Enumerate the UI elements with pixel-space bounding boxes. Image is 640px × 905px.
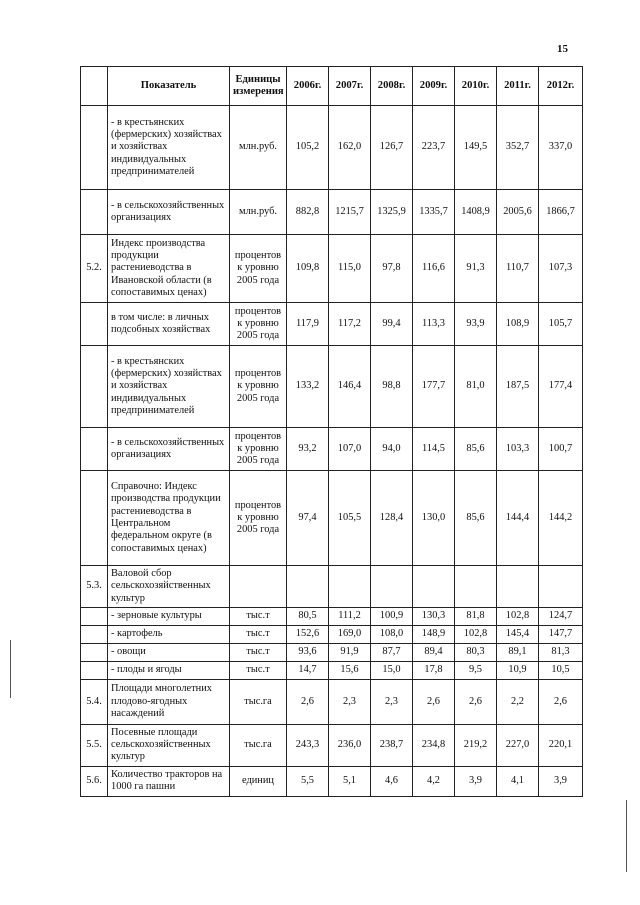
value-cell: 97,8: [371, 235, 413, 303]
indicator-cell: Справочно: Индекс производства продукции растениеводства в Центральном федеральном округе (в сопоставимых ценах): [108, 471, 230, 566]
unit-cell: тыс.т: [230, 625, 287, 643]
value-cell: [497, 566, 539, 608]
value-cell: 107,3: [539, 235, 583, 303]
value-cell: 103,3: [497, 428, 539, 471]
value-cell: 15,6: [329, 661, 371, 679]
value-cell: 14,7: [287, 661, 329, 679]
indicator-cell: - в крестьянских (фермерских) хозяйствах и хозяйствах индивидуальных предпринимателей: [108, 106, 230, 190]
value-cell: 1325,9: [371, 190, 413, 235]
value-cell: 98,8: [371, 346, 413, 428]
indicator-cell: в том числе: в личных подсобных хозяйствах: [108, 303, 230, 346]
table-row: [81, 724, 583, 766]
value-cell: 147,7: [539, 625, 583, 643]
value-cell: 111,2: [329, 607, 371, 625]
header-indicator: Показатель: [108, 67, 230, 106]
table-row: [81, 566, 583, 608]
table-row: [81, 661, 583, 679]
value-cell: 108,0: [371, 625, 413, 643]
value-cell: 219,2: [455, 724, 497, 766]
value-cell: 93,2: [287, 428, 329, 471]
value-cell: 223,7: [413, 106, 455, 190]
row-number: [81, 661, 108, 679]
table-row: [81, 428, 583, 471]
value-cell: 97,4: [287, 471, 329, 566]
table-row: [81, 303, 583, 346]
value-cell: 91,9: [329, 643, 371, 661]
value-cell: 2,3: [371, 679, 413, 724]
indicator-cell: Посевные площади сельскохозяйственных культур: [108, 724, 230, 766]
value-cell: 100,9: [371, 607, 413, 625]
unit-cell: тыс.т: [230, 643, 287, 661]
value-cell: 1408,9: [455, 190, 497, 235]
value-cell: 220,1: [539, 724, 583, 766]
value-cell: 2,6: [539, 679, 583, 724]
unit-cell: процентов к уровню 2005 года: [230, 346, 287, 428]
value-cell: 85,6: [455, 428, 497, 471]
row-number: 5.4.: [81, 679, 108, 724]
header-year: 2007г.: [329, 67, 371, 106]
value-cell: 187,5: [497, 346, 539, 428]
value-cell: 116,6: [413, 235, 455, 303]
value-cell: 124,7: [539, 607, 583, 625]
unit-cell: процентов к уровню 2005 года: [230, 471, 287, 566]
value-cell: [413, 566, 455, 608]
value-cell: 130,0: [413, 471, 455, 566]
indicator-cell: Валовой сбор сельскохозяйственных культур: [108, 566, 230, 608]
table-row: [81, 643, 583, 661]
indicator-cell: Площади многолетних плодово-ягодных насаждений: [108, 679, 230, 724]
value-cell: 238,7: [371, 724, 413, 766]
value-cell: 113,3: [413, 303, 455, 346]
value-cell: 81,8: [455, 607, 497, 625]
value-cell: 152,6: [287, 625, 329, 643]
value-cell: [455, 566, 497, 608]
table-row: [81, 471, 583, 566]
value-cell: 2,6: [413, 679, 455, 724]
table-row: [81, 625, 583, 643]
value-cell: 169,0: [329, 625, 371, 643]
value-cell: 177,4: [539, 346, 583, 428]
row-number: [81, 643, 108, 661]
value-cell: 115,0: [329, 235, 371, 303]
unit-cell: тыс.т: [230, 607, 287, 625]
value-cell: 80,3: [455, 643, 497, 661]
row-number: [81, 607, 108, 625]
row-number: [81, 303, 108, 346]
table-row: [81, 766, 583, 796]
indicator-cell: Количество тракторов на 1000 га пашни: [108, 766, 230, 796]
value-cell: 1866,7: [539, 190, 583, 235]
value-cell: 105,7: [539, 303, 583, 346]
value-cell: 4,6: [371, 766, 413, 796]
indicator-cell: Индекс производства продукции растениеводства в Ивановской области (в сопоставимых ценах): [108, 235, 230, 303]
value-cell: 149,5: [455, 106, 497, 190]
value-cell: 117,9: [287, 303, 329, 346]
value-cell: 99,4: [371, 303, 413, 346]
value-cell: 94,0: [371, 428, 413, 471]
value-cell: 15,0: [371, 661, 413, 679]
indicator-cell: - овощи: [108, 643, 230, 661]
header-year: 2009г.: [413, 67, 455, 106]
value-cell: 105,5: [329, 471, 371, 566]
value-cell: 102,8: [497, 607, 539, 625]
value-cell: 5,5: [287, 766, 329, 796]
value-cell: 108,9: [497, 303, 539, 346]
value-cell: 3,9: [455, 766, 497, 796]
value-cell: 102,8: [455, 625, 497, 643]
indicator-cell: - картофель: [108, 625, 230, 643]
value-cell: 146,4: [329, 346, 371, 428]
value-cell: 126,7: [371, 106, 413, 190]
value-cell: 114,5: [413, 428, 455, 471]
value-cell: 144,4: [497, 471, 539, 566]
row-number: 5.3.: [81, 566, 108, 608]
row-number: [81, 346, 108, 428]
indicator-cell: - в сельскохозяйственных организациях: [108, 428, 230, 471]
value-cell: 1215,7: [329, 190, 371, 235]
unit-cell: млн.руб.: [230, 106, 287, 190]
value-cell: [287, 566, 329, 608]
table-row: [81, 235, 583, 303]
value-cell: 89,1: [497, 643, 539, 661]
table-row: [81, 346, 583, 428]
value-cell: 2,3: [329, 679, 371, 724]
table-header-row: [81, 67, 583, 106]
value-cell: 109,8: [287, 235, 329, 303]
value-cell: 85,6: [455, 471, 497, 566]
value-cell: 162,0: [329, 106, 371, 190]
value-cell: 148,9: [413, 625, 455, 643]
value-cell: 93,9: [455, 303, 497, 346]
value-cell: 93,6: [287, 643, 329, 661]
value-cell: 17,8: [413, 661, 455, 679]
value-cell: 3,9: [539, 766, 583, 796]
indicator-cell: - в сельскохозяйственных организациях: [108, 190, 230, 235]
indicator-cell: - в крестьянских (фермерских) хозяйствах и хозяйствах индивидуальных предпринимателей: [108, 346, 230, 428]
row-number: [81, 428, 108, 471]
value-cell: 89,4: [413, 643, 455, 661]
table-row: [81, 106, 583, 190]
unit-cell: единиц: [230, 766, 287, 796]
value-cell: 2,2: [497, 679, 539, 724]
header-year: 2006г.: [287, 67, 329, 106]
value-cell: 227,0: [497, 724, 539, 766]
value-cell: 87,7: [371, 643, 413, 661]
value-cell: 2005,6: [497, 190, 539, 235]
indicator-cell: - плоды и ягоды: [108, 661, 230, 679]
statistics-table: [80, 66, 583, 797]
value-cell: 130,3: [413, 607, 455, 625]
header-year: 2012г.: [539, 67, 583, 106]
row-number: 5.5.: [81, 724, 108, 766]
header-unit: Единицы измерения: [230, 67, 287, 106]
value-cell: 4,1: [497, 766, 539, 796]
unit-cell: процентов к уровню 2005 года: [230, 235, 287, 303]
value-cell: 2,6: [287, 679, 329, 724]
value-cell: 234,8: [413, 724, 455, 766]
value-cell: [371, 566, 413, 608]
header-number: [81, 67, 108, 106]
header-year: 2010г.: [455, 67, 497, 106]
value-cell: 91,3: [455, 235, 497, 303]
value-cell: [539, 566, 583, 608]
value-cell: 105,2: [287, 106, 329, 190]
row-number: 5.6.: [81, 766, 108, 796]
row-number: 5.2.: [81, 235, 108, 303]
value-cell: 128,4: [371, 471, 413, 566]
value-cell: 177,7: [413, 346, 455, 428]
table-row: [81, 607, 583, 625]
unit-cell: тыс.т: [230, 661, 287, 679]
value-cell: 110,7: [497, 235, 539, 303]
value-cell: 352,7: [497, 106, 539, 190]
value-cell: 100,7: [539, 428, 583, 471]
header-year: 2011г.: [497, 67, 539, 106]
value-cell: 337,0: [539, 106, 583, 190]
scan-mark: [626, 800, 627, 872]
value-cell: 243,3: [287, 724, 329, 766]
header-year: 2008г.: [371, 67, 413, 106]
page-number: 15: [557, 43, 568, 55]
value-cell: 107,0: [329, 428, 371, 471]
row-number: [81, 625, 108, 643]
row-number: [81, 190, 108, 235]
row-number: [81, 471, 108, 566]
unit-cell: процентов к уровню 2005 года: [230, 428, 287, 471]
value-cell: 882,8: [287, 190, 329, 235]
unit-cell: тыс.га: [230, 724, 287, 766]
unit-cell: млн.руб.: [230, 190, 287, 235]
table-row: [81, 679, 583, 724]
indicator-cell: - зерновые культуры: [108, 607, 230, 625]
value-cell: 236,0: [329, 724, 371, 766]
value-cell: 133,2: [287, 346, 329, 428]
table-row: [81, 190, 583, 235]
value-cell: 10,9: [497, 661, 539, 679]
value-cell: 144,2: [539, 471, 583, 566]
value-cell: 4,2: [413, 766, 455, 796]
value-cell: 9,5: [455, 661, 497, 679]
value-cell: 117,2: [329, 303, 371, 346]
value-cell: 1335,7: [413, 190, 455, 235]
value-cell: 2,6: [455, 679, 497, 724]
scan-mark: [10, 640, 11, 698]
value-cell: 81,3: [539, 643, 583, 661]
value-cell: 5,1: [329, 766, 371, 796]
value-cell: 145,4: [497, 625, 539, 643]
value-cell: [329, 566, 371, 608]
value-cell: 10,5: [539, 661, 583, 679]
unit-cell: тыс.га: [230, 679, 287, 724]
row-number: [81, 106, 108, 190]
unit-cell: [230, 566, 287, 608]
value-cell: 80,5: [287, 607, 329, 625]
value-cell: 81,0: [455, 346, 497, 428]
unit-cell: процентов к уровню 2005 года: [230, 303, 287, 346]
